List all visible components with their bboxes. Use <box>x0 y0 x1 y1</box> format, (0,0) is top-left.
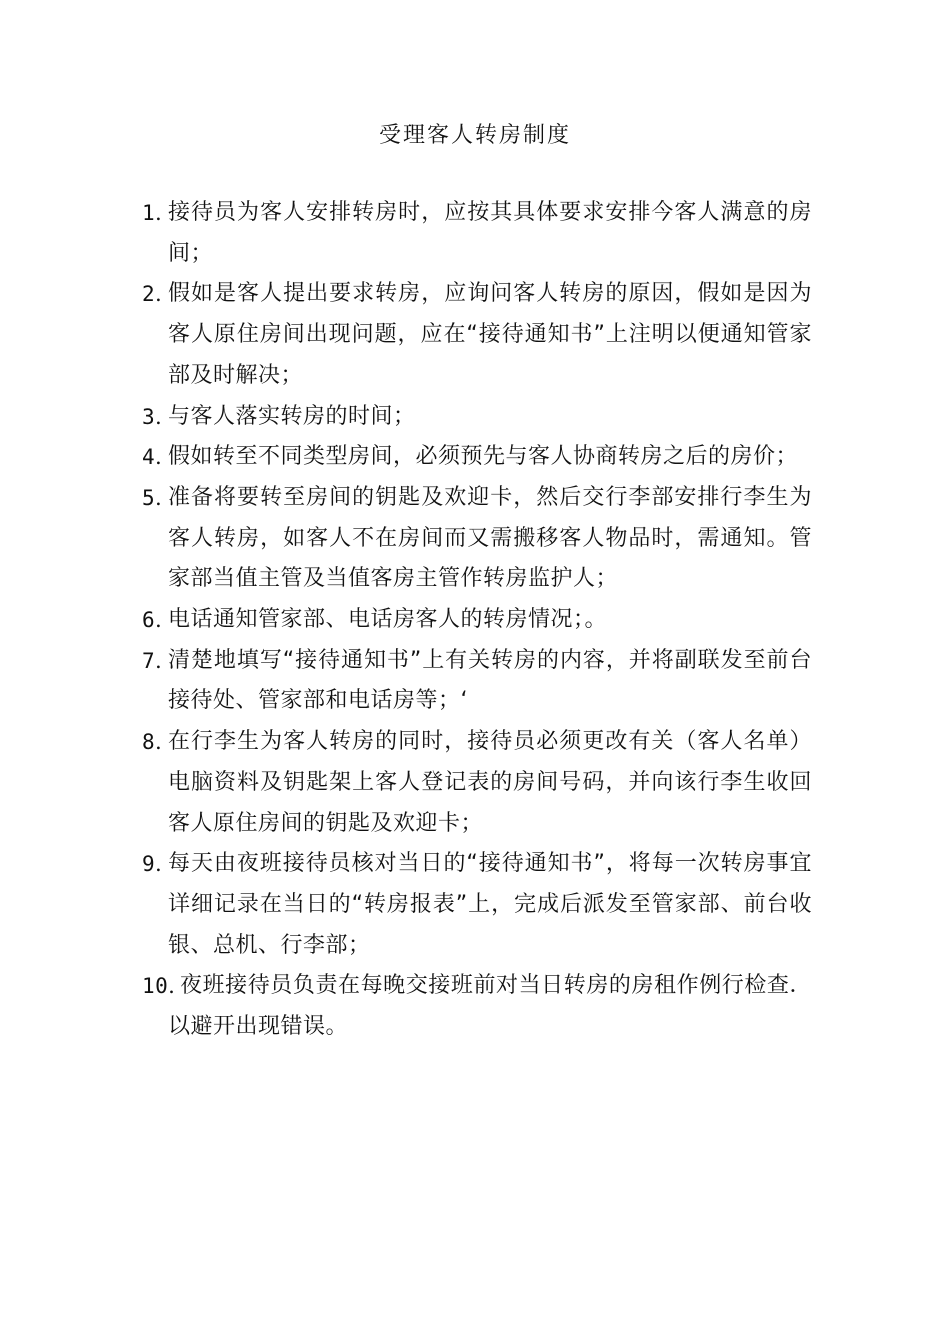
rule-text: 每天由夜班接待员核对当日的“接待通知书”，将每一次转房事宜详细记录在当日的“转房报表”上，完成后派发至管家部、前台收银、总机、行李部； <box>168 851 812 958</box>
rule-number: 7． <box>142 648 177 673</box>
rule-text: 在行李生为客人转房的同时，接待员必须更改有关（客人名单）电脑资料及钥匙架上客人登记表的房间号码，并向该行李生收回客人原住房间的钥匙及欢迎卡； <box>168 729 812 836</box>
rule-text: 假如转至不同类型房间，必须预先与客人协商转房之后的房价； <box>168 444 799 470</box>
rule-item <box>142 193 812 274</box>
document-title: 受理客人转房制度 <box>378 123 571 148</box>
rule-text: 接待员为客人安排转房时，应按其具体要求安排今客人满意的房间； <box>168 200 812 266</box>
rule-number: 1． <box>142 201 177 225</box>
rule-number: 3． <box>142 404 177 429</box>
rule-text: 电话通知管家部、电话房客人的转房情况；。 <box>168 607 608 633</box>
rule-item <box>142 966 812 1047</box>
rule-text: 清楚地填写“接待通知书”上有关转房的内容，并将副联发至前台接待处、管家部和电话房等；‘ <box>168 647 812 714</box>
rule-item <box>142 722 812 844</box>
rule-text: 夜班接待员负责在每晚交接班前对当日转房的房租作例行检查．以避开出现错误。 <box>168 973 812 1040</box>
rule-item <box>142 437 812 478</box>
rule-number: 9． <box>142 852 177 877</box>
rule-item <box>142 844 812 966</box>
rule-text: 准备将要转至房间的钥匙及欢迎卡，然后交行李部安排行李生为客人转房，如客人不在房间而又需搬移客人物品时，需通知。管家部当值主管及当值客房主管作转房监护人； <box>168 484 812 592</box>
rule-number: 4． <box>142 445 177 470</box>
rule-number: 6． <box>142 608 177 633</box>
rule-text: 假如是客人提出要求转房，应询问客人转房的原因，假如是因为客人原住房间出现问题，应在“接待通知书”上注明以便通知管家部及时解决； <box>168 281 812 388</box>
rules-list <box>142 193 812 1048</box>
rule-item <box>142 600 812 641</box>
rule-item <box>142 397 812 438</box>
rule-number: 2． <box>142 282 177 307</box>
rule-item <box>142 478 812 600</box>
rule-number: 5． <box>142 485 177 510</box>
rule-text: 与客人落实转房的时间； <box>168 403 416 429</box>
rule-number: 10． <box>142 974 190 999</box>
rule-number: 8． <box>142 730 177 755</box>
rule-item <box>142 274 812 396</box>
rule-item <box>142 641 812 722</box>
